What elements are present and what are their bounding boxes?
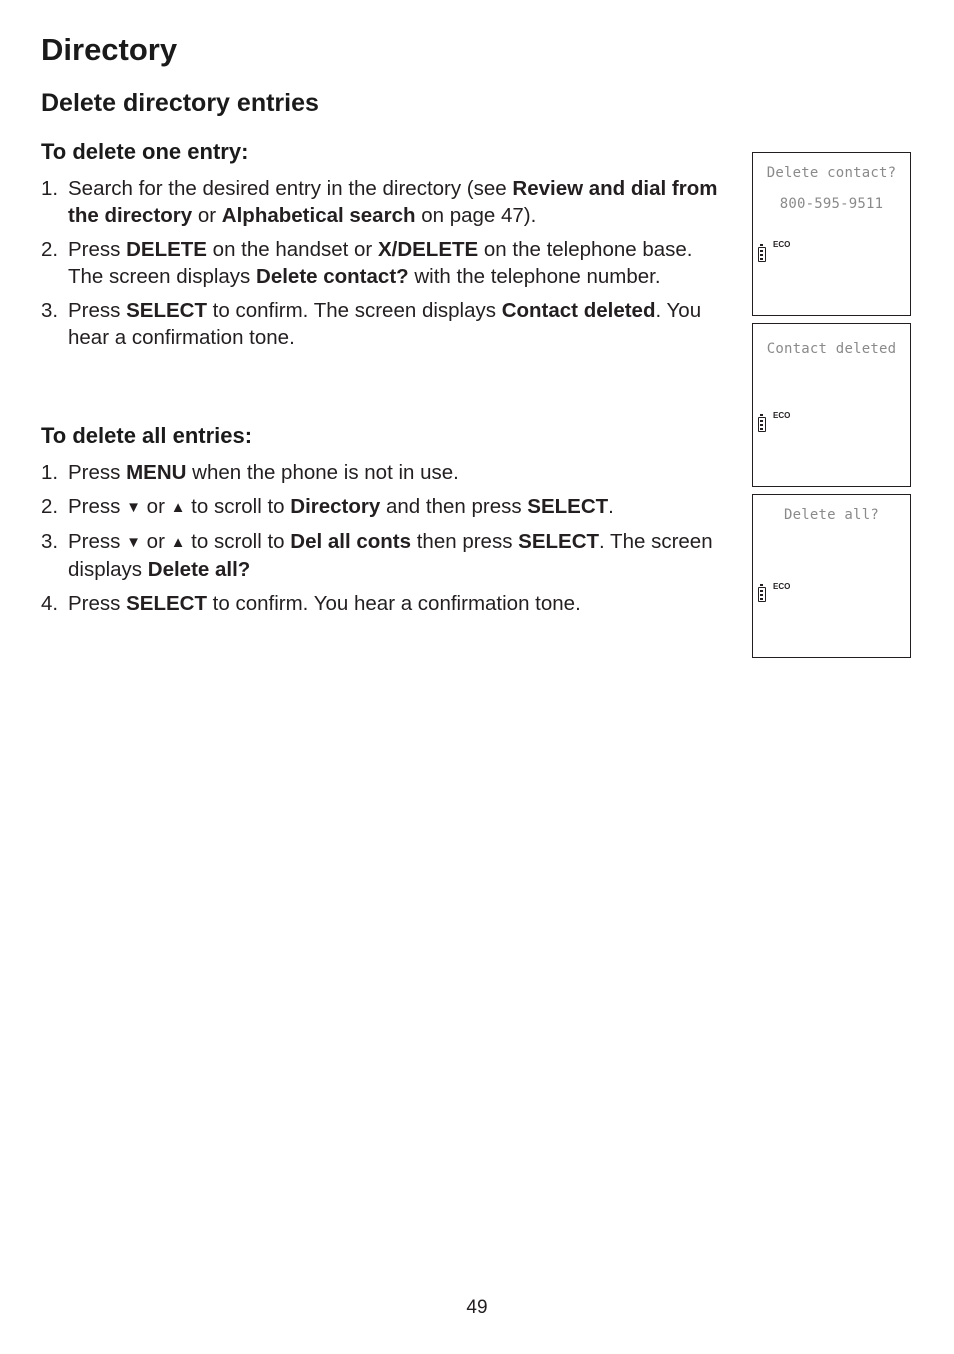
step-text [68, 175, 721, 229]
step-number: 3. [41, 299, 59, 322]
step-text [68, 459, 721, 486]
bold-term: Delete all? [147, 558, 251, 581]
list-item [41, 590, 721, 617]
bold-term: SELECT [527, 495, 609, 518]
battery-icon [758, 587, 766, 602]
step-number: 3. [41, 530, 59, 553]
battery-icon [758, 247, 766, 262]
step-text-run: on page 47). [415, 204, 537, 227]
list-item [41, 175, 721, 229]
bold-term: MENU [126, 461, 187, 484]
step-text-run: on the telephone base. The screen displays [68, 238, 693, 288]
lcd-screen-delete-contact [752, 152, 911, 316]
bold-term: SELECT [126, 592, 207, 615]
step-text-run: or [192, 204, 222, 227]
delete-all-steps [41, 459, 721, 624]
step-text-run: Search for the desired entry in the directory (see [68, 177, 513, 200]
list-item [41, 297, 721, 351]
step-text [68, 236, 721, 290]
down-arrow-icon: ▼ [126, 499, 141, 516]
step-text-run: Press [68, 495, 127, 518]
up-arrow-icon: ▲ [170, 499, 186, 516]
step-text-run: to scroll to [185, 495, 291, 518]
delete-one-heading: To delete one entry: [41, 139, 249, 164]
bold-term: Contact deleted [501, 299, 656, 322]
list-item [41, 236, 721, 290]
bold-term: Del all conts [290, 530, 412, 553]
step-text-run: when the phone is not in use. [186, 461, 459, 484]
bold-term: Review and dial from the directory [68, 177, 718, 227]
list-item [41, 528, 721, 583]
lcd-line: 800-595-9511 [779, 196, 884, 212]
step-number: 2. [41, 495, 59, 518]
step-number: 1. [41, 177, 59, 200]
step-text-run: to scroll to [185, 530, 291, 553]
step-text-run: to confirm. The screen displays [206, 299, 502, 322]
step-text-run: . The screen displays [68, 530, 713, 581]
page-title: Directory [41, 32, 178, 67]
bold-term: SELECT [518, 530, 600, 553]
step-text-run: Press [68, 592, 127, 615]
delete-all-heading: To delete all entries: [41, 423, 253, 448]
step-text-run: Press [68, 299, 127, 322]
step-text-run: . You hear a confirmation tone. [68, 299, 702, 349]
step-text-run: or [140, 495, 171, 518]
lcd-screen-delete-all [752, 494, 911, 658]
step-number: 1. [41, 461, 59, 484]
down-arrow-icon: ▼ [126, 534, 141, 551]
eco-indicator: ECO [773, 411, 791, 420]
step-number: 2. [41, 238, 59, 261]
step-text [68, 590, 721, 617]
eco-indicator: ECO [773, 582, 791, 591]
step-text-run: Press [68, 238, 127, 261]
eco-indicator: ECO [773, 240, 791, 249]
lcd-line: Contact deleted [766, 341, 897, 357]
list-item [41, 493, 721, 521]
step-text-run: Press [68, 461, 127, 484]
up-arrow-icon: ▲ [170, 534, 186, 551]
section-title: Delete directory entries [41, 89, 319, 117]
step-text-run: on the handset or [206, 238, 378, 261]
step-text-run: . [608, 495, 614, 518]
step-text-run: then press [411, 530, 519, 553]
step-text [68, 297, 721, 351]
bold-term: X/DELETE [377, 238, 479, 261]
bold-term: Directory [290, 495, 381, 518]
bold-term: Delete contact? [256, 265, 409, 288]
lcd-screen-contact-deleted [752, 323, 911, 487]
step-text-run: with the telephone number. [408, 265, 661, 288]
step-text-run: and then press [380, 495, 528, 518]
step-text [68, 493, 721, 521]
step-text-run: Press [68, 530, 127, 553]
delete-one-steps [41, 175, 721, 358]
list-item [41, 459, 721, 486]
page-number: 49 [466, 1297, 488, 1318]
bold-term: Alphabetical search [221, 204, 416, 227]
step-text-run: to confirm. You hear a confirmation tone. [206, 592, 581, 615]
step-text-run: or [140, 530, 171, 553]
step-text [68, 528, 721, 583]
bold-term: DELETE [126, 238, 207, 261]
step-number: 4. [41, 592, 59, 615]
lcd-line: Delete all? [784, 507, 879, 523]
bold-term: SELECT [126, 299, 207, 322]
lcd-line: Delete contact? [766, 165, 897, 181]
battery-icon [758, 417, 766, 432]
